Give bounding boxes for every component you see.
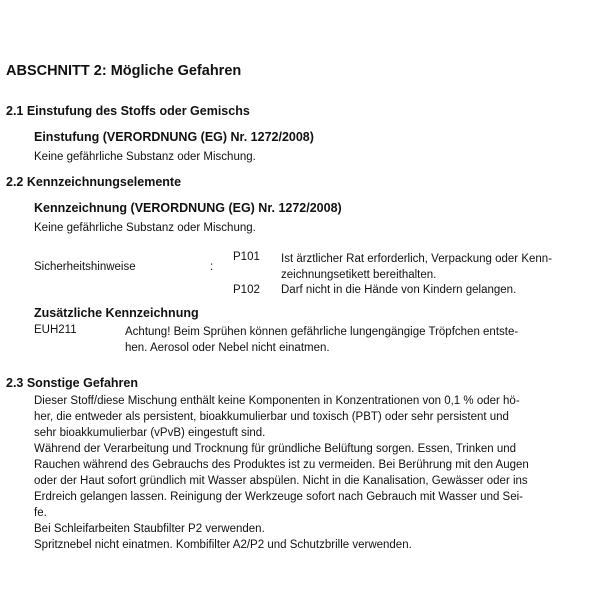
heading-2-3: 2.3 Sonstige Gefahren bbox=[6, 376, 138, 390]
euh-text: Achtung! Beim Sprühen können gefährliche lungengängige Tröpfchen entste- hen. Aerosol oder Nebel nicht einatmen. bbox=[125, 326, 519, 354]
additional-labelling-heading: Zusätzliche Kennzeichnung bbox=[34, 306, 199, 320]
p101-text: Ist ärztlicher Rat erforderlich, Verpackung oder Kenn- zeichnungsetikett bereithalten. bbox=[281, 253, 553, 281]
p102-text: Darf nicht in die Hände von Kindern gelangen. bbox=[281, 284, 517, 296]
heading-2-2: 2.2 Kennzeichnungselemente bbox=[6, 175, 182, 189]
labelling-heading: Kennzeichnung (VERORDNUNG (EG) Nr. 1272/2008) bbox=[34, 201, 342, 215]
classification-heading: Einstufung (VERORDNUNG (EG) Nr. 1272/2008) bbox=[34, 130, 314, 144]
classification-text: Keine gefährliche Substanz oder Mischung. bbox=[34, 151, 256, 163]
other-hazards-text: Dieser Stoff/diese Mischung enthält keine Komponenten in Konzentrationen von 0,1 % oder hö- her, die entweder als persistent, bioakkumulierbar und toxisch (PBT) oder sehr persistent und sehr bioakkumulierbar (vPvB) eingestuft sind. Während der Verarbeitung und Trocknung für gründliche Belüftung sorgen. Essen, Trinken und Rauchen während des Gebrauchs des Produktes ist zu vermeiden. Bei Berührung mit den Augen oder der Haut sofort gründlich mit Wasser abspülen. Nicht in die Kanalisation, Gewässer oder ins Erdreich gelangen lassen. Reinigung der Werkzeuge sofort nach Gebrauch mit Wasser und Sei- fe. Bei Schleifarbeiten Staubfilter P2 verwenden. Spritznebel nicht einatmen. Kombifilter A2/P2 und Schutzbrille verwenden. bbox=[34, 395, 529, 551]
safety-colon: : bbox=[210, 261, 214, 273]
safety-label: Sicherheitshinweise bbox=[34, 261, 136, 273]
heading-2-1: 2.1 Einstufung des Stoffs oder Gemischs bbox=[6, 104, 250, 118]
section-title: ABSCHNITT 2: Mögliche Gefahren bbox=[6, 63, 242, 79]
euh-code: EUH211 bbox=[34, 324, 77, 336]
labelling-text: Keine gefährliche Substanz oder Mischung. bbox=[34, 222, 256, 234]
p102-code: P102 bbox=[233, 284, 260, 296]
p101-code: P101 bbox=[233, 251, 260, 263]
